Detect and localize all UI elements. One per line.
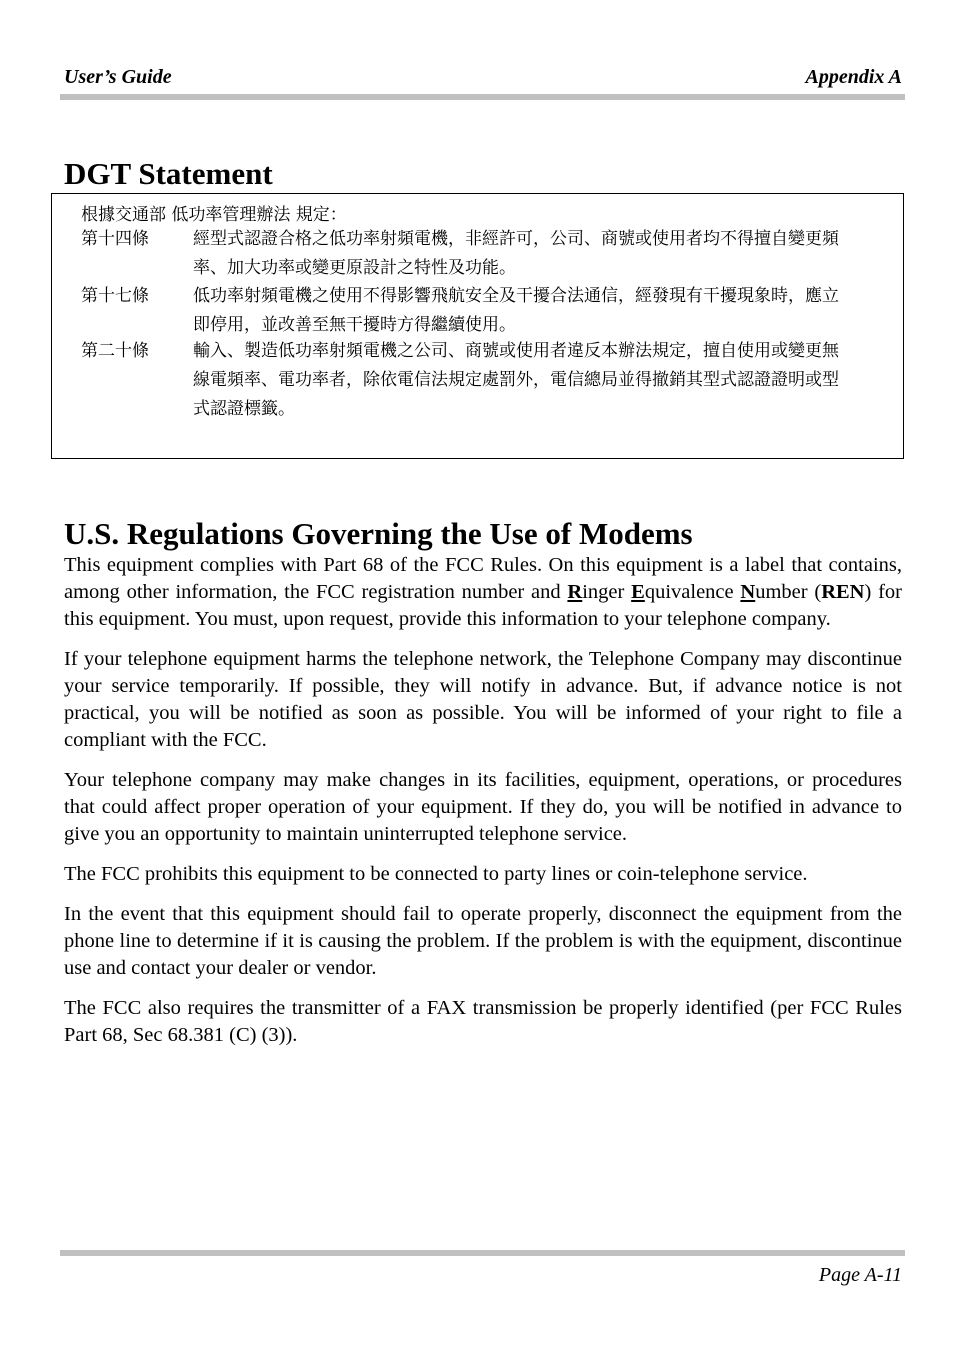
header-rule — [60, 94, 905, 100]
dgt-article — [81, 282, 841, 340]
article-number: 第二十條 — [81, 341, 149, 361]
dgt-heading: DGT Statement — [64, 156, 273, 191]
text-run: This equipment complies with Part 68 of the FCC Rules. On this equipment is a label that contains, among other information, the FCC registration number and — [64, 554, 902, 603]
paragraph-company-changes: Your telephone company may make changes in its facilities, equipment, operations, or procedures that could affect proper operation of your equipment. If they do, you will be notified in advance to give you an opportunity to maintain uninterrupted telephone service. — [64, 769, 902, 845]
acronym-letter: E — [631, 581, 645, 603]
text-run: ) for this equipment. You must, upon request, provide this information to your telephone company. — [64, 581, 903, 630]
header-guide-title: User’s Guide — [64, 66, 172, 88]
header-appendix-label: Appendix A — [805, 66, 902, 88]
dgt-statement-box — [51, 193, 904, 459]
us-regulations-heading: U.S. Regulations Governing the Use of Modems — [64, 516, 693, 551]
text-run: umber ( — [755, 581, 822, 603]
acronym-letter: N — [740, 581, 756, 603]
article-number: 第十四條 — [81, 229, 149, 249]
article-text: 輸入、製造低功率射頻電機之公司、商號或使用者違反本辦法規定，擅自使用或變更無線電頻率、電功率者，除依電信法規定處罰外，電信總局並得撤銷其型式認證證明或型式認證標籤。 — [193, 341, 839, 419]
paragraph-fcc-part68 — [64, 552, 902, 633]
us-regulations-body — [64, 552, 902, 1062]
dgt-article — [81, 225, 841, 283]
footer-rule — [60, 1250, 905, 1256]
article-text: 低功率射頻電機之使用不得影響飛航安全及干擾合法通信，經發現有干擾現象時，應立即停用，並改善至無干擾時方得繼續使用。 — [193, 286, 839, 335]
article-text: 經型式認證合格之低功率射頻電機，非經許可，公司、商號或使用者均不得擅自變更頻率、加大功率或變更原設計之特性及功能。 — [193, 229, 839, 278]
paragraph-fax-identification: The FCC also requires the transmitter of a FAX transmission be properly identified (per FCC Rules Part 68, Sec 68.381 (C) (3)). — [64, 997, 902, 1046]
article-number: 第十七條 — [81, 286, 149, 306]
text-run: quivalence — [644, 581, 741, 603]
acronym-letter: R — [567, 581, 583, 603]
page-number: Page A-11 — [818, 1264, 902, 1286]
paragraph-network-harm: If your telephone equipment harms the telephone network, the Telephone Company may discontinue your service temporarily. If possible, they will notify in advance. But, if advance notice is not practical, you will be notified as soon as possible. You will be informed of your right to file a compliant with the FCC. — [64, 648, 902, 751]
dgt-intro: 根據交通部 低功率管理辦法 規定： — [81, 205, 347, 225]
paragraph-equipment-failure: In the event that this equipment should fail to operate properly, disconnect the equipment from the phone line to determine if it is causing the problem. If the problem is with the equipment, discontinue use and contact your dealer or vendor. — [64, 903, 902, 979]
text-run: inger — [582, 581, 632, 603]
ren-acronym: REN — [821, 581, 865, 603]
paragraph-party-lines: The FCC prohibits this equipment to be connected to party lines or coin-telephone service. — [64, 863, 808, 885]
dgt-article — [81, 337, 841, 424]
